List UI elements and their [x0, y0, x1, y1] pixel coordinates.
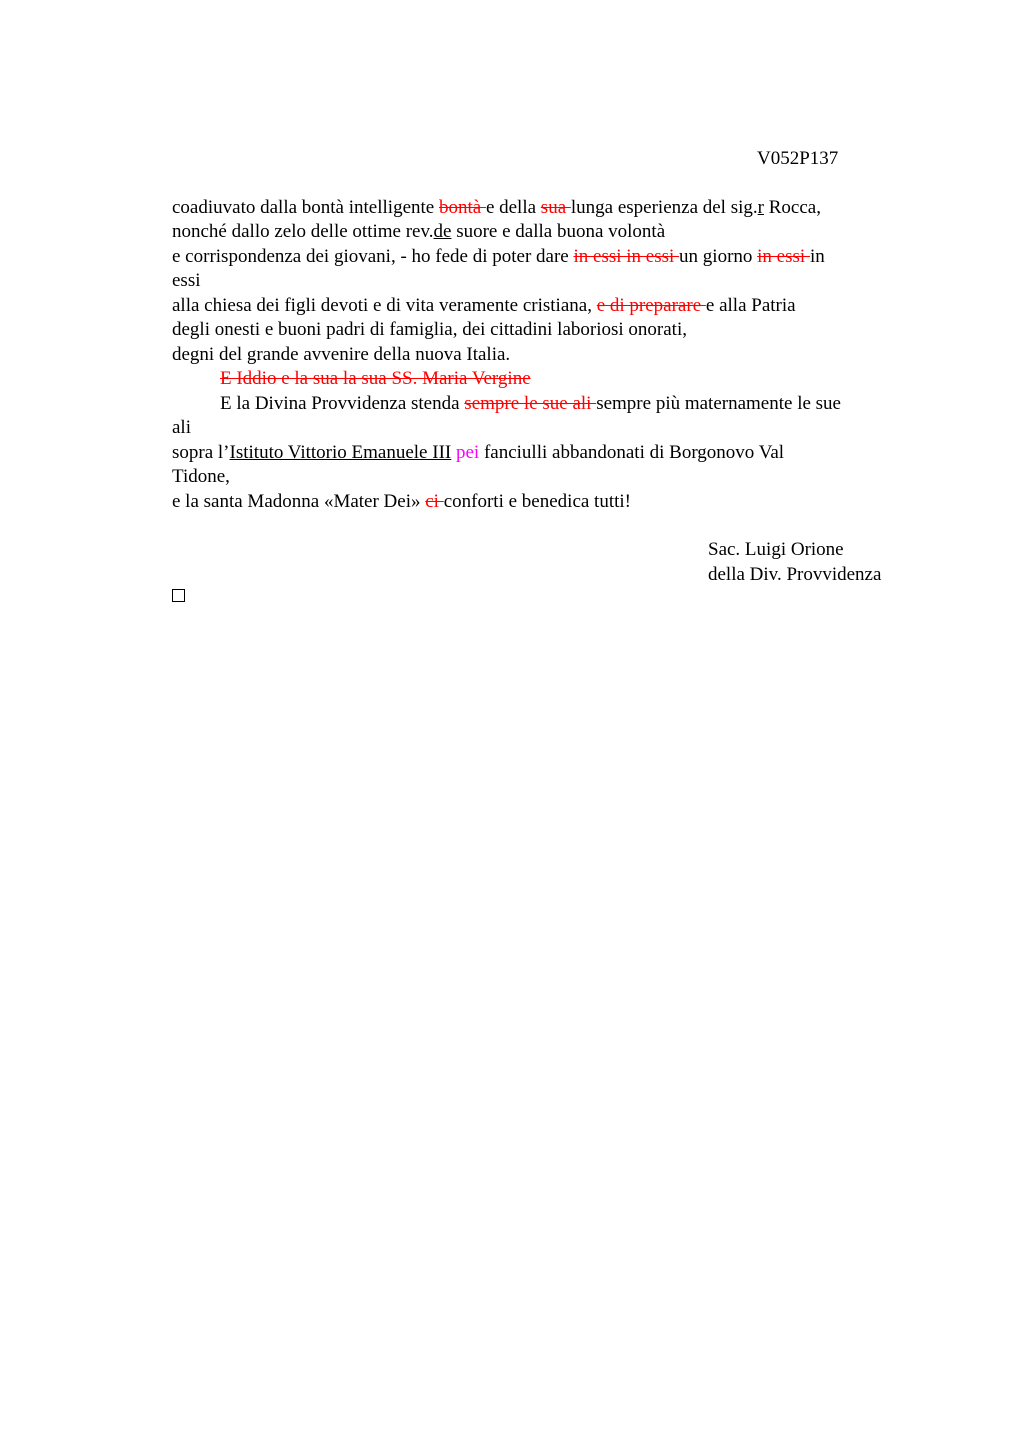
end-square-marker: [172, 589, 185, 602]
underlined-text: Istituto Vittorio Emanuele III: [229, 442, 452, 463]
deleted-text: in essi: [757, 246, 810, 267]
deleted-text: ci: [425, 491, 444, 512]
text-line-10: ali: [172, 417, 191, 438]
deleted-text: E Iddio e la sua la sua SS. Maria Vergine: [220, 368, 531, 389]
deleted-text: sempre le sue ali: [464, 393, 597, 414]
text-line-2: nonché dallo zelo delle ottime rev.de suore e dalla buona volontà: [172, 221, 666, 242]
text-line-1: coadiuvato dalla bontà intelligente bontà e della sua lunga esperienza del sig.r Rocca,: [172, 197, 821, 218]
underlined-text: r: [757, 197, 764, 218]
deleted-text: e di preparare: [596, 295, 706, 316]
deleted-text: sua: [540, 197, 571, 218]
text-line-13: e la santa Madonna «Mater Dei» ci conforti e benedica tutti!: [172, 491, 632, 512]
signature-title: della Div. Provvidenza: [708, 564, 882, 585]
inserted-text: pei: [455, 442, 480, 463]
text-line-12: Tidone,: [172, 466, 230, 487]
text-line-4: essi: [172, 270, 201, 291]
signature-name: Sac. Luigi Orione: [708, 539, 844, 560]
deleted-text: in essi in essi: [573, 246, 680, 267]
text-line-8: [220, 367, 531, 391]
text-line-11: sopra l’Istituto Vittorio Emanuele III pei fanciulli abbandonati di Borgonovo Val: [172, 442, 785, 463]
text-line-6: degli onesti e buoni padri di famiglia, dei cittadini laboriosi onorati,: [172, 319, 687, 340]
text-line-3: e corrispondenza dei giovani, - ho fede di poter dare in essi in essi un giorno in essi in: [172, 246, 825, 267]
text-line-5: alla chiesa dei figli devoti e di vita veramente cristiana, e di preparare e alla Patria: [172, 295, 796, 316]
text-line-7: degni del grande avvenire della nuova Italia.: [172, 344, 511, 365]
text-line-9: E la Divina Provvidenza stenda sempre le sue ali sempre più maternamente le sue: [220, 393, 841, 414]
underlined-text: de: [433, 221, 452, 242]
deleted-text: bontà: [438, 197, 486, 218]
page-reference: V052P137: [757, 148, 839, 169]
